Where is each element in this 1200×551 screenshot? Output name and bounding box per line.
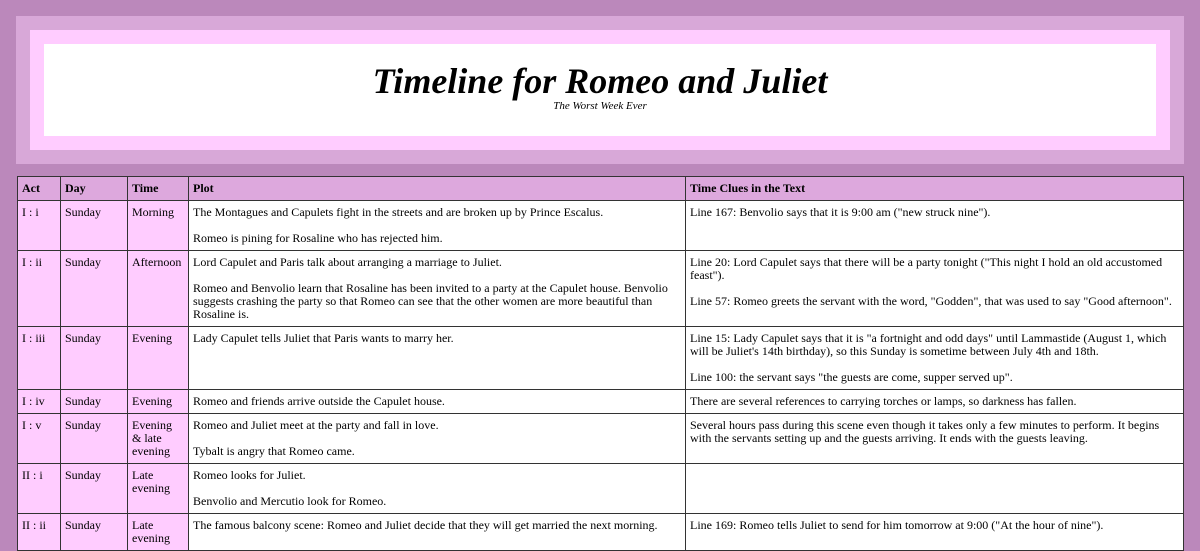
clue-paragraph: Line 20: Lord Capulet says that there will be a party tonight ("This night I hold an old accustomed feast"). [690,255,1163,282]
plot-cell [189,414,686,464]
plot-paragraph: Tybalt is angry that Romeo came. [193,444,355,458]
act-cell: I : iv [18,390,61,414]
table-row [18,327,1184,390]
plot-paragraph: The famous balcony scene: Romeo and Juliet decide that they will get married the next morning. [193,518,658,532]
day-cell: Sunday [61,327,128,390]
column-header-day: Day [61,177,128,201]
day-cell: Sunday [61,251,128,327]
plot-paragraph: Romeo is pining for Rosaline who has rejected him. [193,231,443,245]
time-clues-cell [686,201,1184,251]
plot-paragraph: Romeo and friends arrive outside the Capulet house. [193,394,445,408]
plot-cell [189,251,686,327]
act-cell: I : iii [18,327,61,390]
act-cell: I : v [18,414,61,464]
time-clues-cell [686,414,1184,464]
plot-paragraph: Lady Capulet tells Juliet that Paris wants to marry her. [193,331,454,345]
table-row [18,251,1184,327]
plot-paragraph: The Montagues and Capulets fight in the streets and are broken up by Prince Escalus. [193,205,604,219]
table-row [18,414,1184,464]
plot-cell [189,201,686,251]
plot-cell [189,390,686,414]
time-clues-cell [686,327,1184,390]
act-cell: II : ii [18,514,61,551]
clue-paragraph: There are several references to carrying torches or lamps, so darkness has fallen. [690,394,1077,408]
column-header-plot: Plot [189,177,686,201]
page-subtitle: The Worst Week Ever [553,100,647,112]
day-cell: Sunday [61,514,128,551]
header-banner [16,16,1184,164]
clue-paragraph: Line 100: the servant says "the guests are come, supper served up". [690,370,1013,384]
clue-paragraph: Several hours pass during this scene even though it takes only a few minutes to perform. It begins with the servants setting up and the guests arriving. It ends with the guests leaving. [690,418,1160,445]
header-frame [30,30,1170,150]
page-title: Timeline for Romeo and Juliet [372,61,828,101]
table-row [18,390,1184,414]
time-cell: Afternoon [128,251,189,327]
clue-paragraph: Line 57: Romeo greets the servant with the word, "Godden", that was used to say "Good afternoon". [690,294,1172,308]
act-cell: I : i [18,201,61,251]
clue-paragraph: Line 15: Lady Capulet says that it is "a fortnight and odd days" until Lammastide (August 1, which will be Juliet's 14th birthday), so this Sunday is sometime between July 4th and 18th. [690,331,1167,358]
clue-paragraph: Line 169: Romeo tells Juliet to send for him tomorrow at 9:00 ("At the hour of nine"). [690,518,1104,532]
time-cell: Late evening [128,514,189,551]
time-cell: Evening & late evening [128,414,189,464]
table-row [18,201,1184,251]
act-cell: I : ii [18,251,61,327]
day-cell: Sunday [61,464,128,514]
column-header-time-clues: Time Clues in the Text [686,177,1184,201]
timeline-table [17,176,1184,551]
plot-paragraph: Romeo and Juliet meet at the party and fall in love. [193,418,439,432]
time-cell: Evening [128,390,189,414]
day-cell: Sunday [61,390,128,414]
time-clues-cell [686,464,1184,514]
plot-paragraph: Lord Capulet and Paris talk about arranging a marriage to Juliet. [193,255,502,269]
act-cell: II : i [18,464,61,514]
time-cell: Morning [128,201,189,251]
clue-paragraph: Line 167: Benvolio says that it is 9:00 am ("new struck nine"). [690,205,991,219]
time-cell: Late evening [128,464,189,514]
plot-paragraph: Romeo looks for Juliet. [193,468,306,482]
plot-paragraph: Romeo and Benvolio learn that Rosaline has been invited to a party at the Capulet house. Benvolio suggests crashing the party so that Romeo can see that the other women are more beautiful than Rosaline is. [193,281,668,321]
timeline-body [18,201,1184,551]
header-panel [44,44,1156,136]
time-clues-cell [686,251,1184,327]
time-cell: Evening [128,327,189,390]
plot-cell [189,464,686,514]
time-clues-cell [686,390,1184,414]
table-row [18,464,1184,514]
day-cell: Sunday [61,201,128,251]
column-header-act: Act [18,177,61,201]
plot-paragraph: Benvolio and Mercutio look for Romeo. [193,494,387,508]
column-header-time: Time [128,177,189,201]
table-header-row [18,177,1184,201]
plot-cell [189,327,686,390]
day-cell: Sunday [61,414,128,464]
